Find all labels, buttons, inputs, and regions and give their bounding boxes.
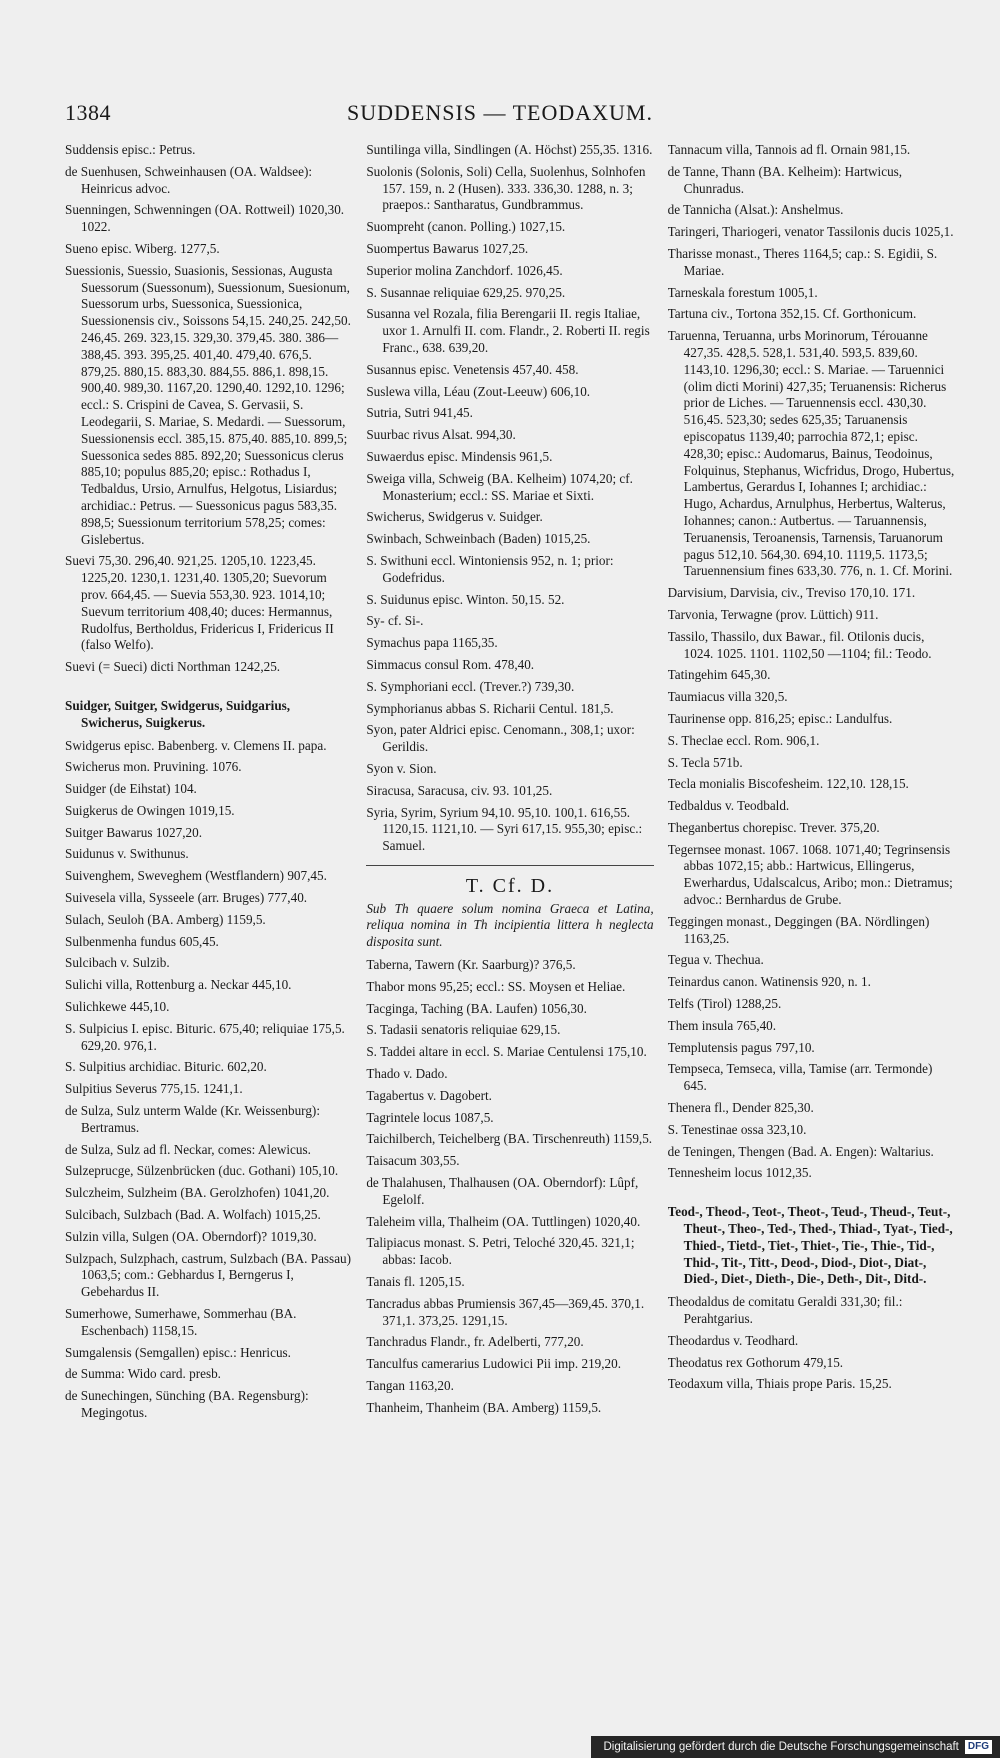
index-entry: de Sulza, Sulz ad fl. Neckar, comes: Alewicus.: [65, 1141, 311, 1157]
entries-col1-b: [65, 738, 352, 1422]
column-2: [366, 142, 653, 1702]
index-entry: Talipiacus monast. S. Petri, Teloché 320,45. 321,1; abbas: Iacob.: [366, 1235, 635, 1268]
index-entry: de Summa: Wido card. presb.: [65, 1366, 221, 1382]
index-entry: S. Symphoriani eccl. (Trever.?) 739,30.: [366, 678, 575, 694]
index-entry: Suidunus v. Swithunus.: [65, 846, 189, 862]
index-entry: Taichilberch, Teichelberg (BA. Tirschenreuth) 1159,5.: [366, 1131, 653, 1147]
index-entry: Taisacum 303,55.: [366, 1153, 460, 1169]
index-entry: Sulczheim, Sulzheim (BA. Gerolzhofen) 1041,20.: [65, 1185, 330, 1201]
index-entry: Suolonis (Solonis, Soli) Cella, Suolenhus, Solnhofen 157. 159, n. 2 (Husen). 333. 336,30. 1288, n. 3; praepos.: Santharatus, Gundbrammus.: [366, 163, 646, 213]
section-divider: [366, 865, 653, 866]
index-entry: Symphorianus abbas S. Richarii Centul. 181,5.: [366, 700, 614, 716]
entries-col1-a: [65, 142, 352, 676]
column-3: [668, 142, 955, 1702]
index-entry: Swicherus, Swidgerus v. Suidger.: [366, 509, 543, 525]
index-entry: S. Tenestinae ossa 323,10.: [667, 1121, 807, 1137]
index-entry: S. Suidunus episc. Winton. 50,15. 52.: [366, 591, 565, 607]
entries-col3-b: [668, 1294, 955, 1393]
dfg-logo: DFG: [965, 1740, 992, 1754]
index-entry: Swicherus mon. Pruvining. 1076.: [65, 759, 242, 775]
index-entry: Syon, pater Aldrici episc. Cenomann., 308,1; uxor: Gerildis.: [366, 722, 635, 755]
column-1: [65, 142, 352, 1702]
group-heading-suidger: Suidger, Suitger, Swidgerus, Suidgarius, Swicherus, Suigkerus.: [65, 697, 291, 730]
index-entry: Tacginga, Taching (BA. Laufen) 1056,30.: [366, 1000, 587, 1016]
index-entry: Tartuna civ., Tortona 352,15. Cf. Gorthonicum.: [667, 306, 917, 322]
index-entry: Superior molina Zanchdorf. 1026,45.: [366, 262, 563, 278]
index-entry: Tassilo, Thassilo, dux Bawar., fil. Otilonis ducis, 1024. 1025. 1101. 1102,50 —1104; fil.: Teodo.: [667, 628, 932, 661]
index-entry: Tempseca, Temseca, villa, Tamise (arr. Termonde) 645.: [667, 1061, 933, 1094]
index-entry: Simmacus consul Rom. 478,40.: [366, 656, 535, 672]
index-entry: Thanheim, Thanheim (BA. Amberg) 1159,5.: [366, 1399, 602, 1415]
index-entry: Taberna, Tawern (Kr. Saarburg)? 376,5.: [366, 957, 576, 973]
index-entry: Sumgalensis (Semgallen) episc.: Henricus.: [65, 1344, 291, 1360]
index-entry: Tennesheim locus 1012,35.: [667, 1165, 812, 1181]
index-entry: Sulzin villa, Sulgen (OA. Oberndorf)? 1019,30.: [65, 1228, 317, 1244]
index-entry: Suurbac rivus Alsat. 994,30.: [366, 427, 516, 443]
index-entry: Taleheim villa, Thalheim (OA. Tuttlingen) 1020,40.: [366, 1213, 641, 1229]
index-entry: Siracusa, Saracusa, civ. 93. 101,25.: [366, 782, 553, 798]
page-number: 1384: [65, 100, 111, 125]
index-entry: de Sunechingen, Sünching (BA. Regensburg): Megingotus.: [65, 1388, 309, 1420]
index-entry: Tangan 1163,20.: [366, 1378, 454, 1394]
index-entry: Sy- cf. Si-.: [366, 613, 424, 629]
footer-bar: [591, 1736, 1000, 1758]
index-entry: Tagrintele locus 1087,5.: [366, 1109, 494, 1125]
index-entry: Susanna vel Rozala, filia Berengarii II. regis Italiae, uxor 1. Arnulfi II. com. Flandr., 2. Roberti II. regis Franc., 638. 639,20.: [366, 306, 650, 355]
index-entry: Sumerhowe, Sumerhawe, Sommerhau (BA. Eschenbach) 1158,15.: [65, 1306, 297, 1338]
index-entry: Taurinense opp. 816,25; episc.: Landulfus.: [667, 710, 893, 726]
index-entry: S. Tecla 571b.: [667, 754, 743, 770]
entries-col3-a: [668, 142, 955, 1182]
index-entry: de Sulza, Sulz unterm Walde (Kr. Weissenburg): Bertramus.: [65, 1103, 320, 1135]
index-entry: Suidger (de Eihstat) 104.: [65, 781, 197, 797]
index-entry: S. Sulpicius I. episc. Bituric. 675,40; reliquiae 175,5. 629,20. 976,1.: [65, 1020, 345, 1053]
index-entry: Suigkerus de Owingen 1019,15.: [65, 802, 235, 818]
index-entry: S. Susannae reliquiae 629,25. 970,25.: [366, 284, 566, 300]
index-entry: Theodardus v. Teodhard.: [667, 1332, 799, 1348]
index-entry: Suslewa villa, Léau (Zout-Leeuw) 606,10.: [366, 383, 591, 399]
index-entry: Taringeri, Thariogeri, venator Tassilonis ducis 1025,1.: [667, 224, 954, 240]
index-entry: Darvisium, Darvisia, civ., Treviso 170,10. 171.: [667, 585, 916, 601]
index-entry: Teinardus canon. Watinensis 920, n. 1.: [667, 974, 871, 990]
index-entry: Suevi (= Sueci) dicti Northman 1242,25.: [65, 659, 281, 675]
group-heading-teod: Teod-, Theod-, Teot-, Theot-, Teud-, Theud-, Teut-, Theut-, Theo-, Ted-, Thed-, Thiad-, Tyat-, Tied-, Thied-, Tietd-, Tiet-, Thiet-, Tie-, Thie-, Tid-, Thid-, Tit-, Titt-, Deod-, Diod-, Diot-, Diat-, Died-, Diet-, Dieth-, Die-, Deth-, Dit-, Ditd-.: [667, 1204, 953, 1287]
index-entry: Tegernsee monast. 1067. 1068. 1071,40; Tegrinsensis abbas 1072,15; abb.: Hartwicus, Ellingerus, Ewerhardus, Udalscalcus, Aribo; mon.: Dietramus; advoc.: Bernhardus de Grube.: [667, 841, 953, 908]
index-entry: Sueno episc. Wiberg. 1277,5.: [65, 240, 220, 256]
index-entry: Suevi 75,30. 296,40. 921,25. 1205,10. 1223,45. 1225,20. 1230,1. 1231,40. 1305,20; Suevorum prov. 664,45. — Suevia 553,30. 923. 1014,10; Suevum territorium 408,40; duces: Hermannus, Rudolfus, Bertholdus, Fridericus I, Fridericus II (falso Welfo).: [65, 553, 334, 653]
index-entry: Theodatus rex Gothorum 479,15.: [667, 1354, 844, 1370]
index-entry: Syon v. Sion.: [366, 760, 437, 776]
footer-text: Digitalisierung gefördert durch die Deutsche Forschungsgemeinschaft: [603, 1741, 959, 1753]
index-entry: Swinbach, Schweinbach (Baden) 1015,25.: [366, 531, 591, 547]
entries-col2-a: [366, 142, 653, 855]
index-entry: Suddensis episc.: Petrus.: [65, 142, 196, 157]
index-entry: de Tannicha (Alsat.): Anshelmus.: [667, 202, 844, 218]
index-entry: Tegua v. Thechua.: [667, 952, 764, 968]
index-entry: Tarvonia, Terwagne (prov. Lüttich) 911.: [667, 606, 879, 622]
index-entry: de Thalahusen, Thalhausen (OA. Oberndorf): Lûpf, Egelolf.: [366, 1175, 639, 1207]
index-entry: Taruenna, Teruanna, urbs Morinorum, Térouanne 427,35. 428,5. 528,1. 531,40. 593,5. 839,60. 1143,10. 1296,30; eccl.: S. Mariae. — Taruennici (olim dicti Morini) 427,35; Teruanensis: Richerus prior de Liches. — Taruennensis eccl. 430,30. 516,45. 523,30; sedes 625,35; Taruanensis episcopatus 1139,40; parrochia 872,1; episc. 428,30; episc.: Audomarus, Bainus, Teodoinus, Folquinus, Stephanus, Wicfridus, Drogo, Hubertus, Lambertus, Gerardus I, Iohannes I; archidiac.: Hugo, Achardus, Arnulphus, Herbertus, Walterus, Iohannes; canon.: Autbertus. — Taruannensis, Teruanensis, Teroanensis, Tarnensis, Taruanorum pagus 512,10. 564,30. 694,10. 1119,5. 1173,5; Taruennensium fines 633,30. 776, n. 1. Cf. Morini.: [667, 328, 955, 579]
index-entry: S. Sulpitius archidiac. Bituric. 602,20.: [65, 1059, 267, 1075]
index-entry: S. Swithuni eccl. Wintoniensis 952, n. 1; prior: Godefridus.: [366, 552, 614, 585]
index-entry: Theganbertus chorepisc. Trever. 375,20.: [667, 819, 880, 835]
entries-col2-b: [366, 957, 653, 1417]
index-entry: Tedbaldus v. Teodbald.: [667, 798, 790, 814]
index-entry: Symachus papa 1165,35.: [366, 635, 498, 651]
index-columns: [65, 142, 955, 1702]
index-entry: de Teningen, Thengen (Bad. A. Engen): Waltarius.: [667, 1143, 934, 1159]
index-entry: Susannus episc. Venetensis 457,40. 458.: [366, 361, 579, 377]
index-entry: Theodaldus de comitatu Geraldi 331,30; fil.: Perahtgarius.: [667, 1294, 903, 1327]
index-entry: Thado v. Dado.: [366, 1066, 448, 1082]
index-entry: Tatingehim 645,30.: [667, 667, 771, 683]
index-entry: Suenningen, Schwenningen (OA. Rottweil) 1020,30. 1022.: [65, 202, 345, 235]
index-entry: Sulcibach, Sulzbach (Bad. A. Wolfach) 1015,25.: [65, 1207, 321, 1223]
index-entry: Sulichi villa, Rottenburg a. Neckar 445,10.: [65, 977, 292, 993]
index-entry: Teodaxum villa, Thiais prope Paris. 15,25.: [667, 1376, 892, 1392]
index-entry: de Suenhusen, Schweinhausen (OA. Waldsee): Heinricus advoc.: [65, 163, 313, 196]
index-entry: Tarneskala forestum 1005,1.: [667, 284, 818, 300]
index-entry: Syria, Syrim, Syrium 94,10. 95,10. 100,1. 616,55. 1120,15. 1121,10. — Syri 617,15. 955,30; episc.: Samuel.: [366, 804, 643, 854]
index-entry: Suwaerdus episc. Mindensis 961,5.: [366, 448, 553, 464]
index-entry: Sulzeprucge, Sülzenbrücken (duc. Gothani) 105,10.: [65, 1163, 339, 1179]
index-entry: S. Taddei altare in eccl. S. Mariae Centulensi 175,10.: [366, 1044, 647, 1060]
index-entry: Tanchradus Flandr., fr. Adelberti, 777,20.: [366, 1334, 584, 1350]
index-entry: Tanais fl. 1205,15.: [366, 1274, 465, 1290]
index-entry: Thenera fl., Dender 825,30.: [667, 1100, 814, 1116]
index-entry: Tecla monialis Biscofesheim. 122,10. 128,15.: [667, 776, 909, 792]
index-entry: Tannacum villa, Tannois ad fl. Ornain 981,15.: [667, 142, 911, 157]
index-entry: de Tanne, Thann (BA. Kelheim): Hartwicus, Chunradus.: [667, 163, 903, 196]
index-entry: Thabor mons 95,25; eccl.: SS. Moysen et Heliae.: [366, 978, 626, 994]
index-entry: Swidgerus episc. Babenberg. v. Clemens II. papa.: [65, 737, 327, 753]
index-entry: Tancradus abbas Prumiensis 367,45—369,45. 370,1. 371,1. 373,25. 1291,15.: [366, 1295, 645, 1328]
index-entry: Teggingen monast., Deggingen (BA. Nördlingen) 1163,25.: [667, 913, 930, 946]
index-entry: Suompreht (canon. Polling.) 1027,15.: [366, 219, 566, 235]
index-entry: Them insula 765,40.: [667, 1017, 777, 1033]
index-entry: Sweiga villa, Schweig (BA. Kelheim) 1074,20; cf. Monasterium; eccl.: SS. Mariae et Sixti.: [366, 470, 633, 503]
index-entry: Sulpitius Severus 775,15. 1241,1.: [65, 1081, 243, 1097]
index-entry: Suessionis, Suessio, Suasionis, Sessionas, Augusta Suessorum (Suessonum), Suessionum, Suesionum, Suessorum urbs, Suessonica, Suessionica, Suessionensis civ., Soissons 54,15. 240,25. 242,50. 246,45. 269. 323,15. 329,30. 379,45. 380. 386—388,45. 393. 395,25. 401,40. 479,40. 676,5. 879,25. 880,15. 883,30. 884,55. 886,1. 898,15. 900,40. 989,30. 1167,20. 1290,40. 1292,10. 1296; eccl.: S. Crispini de Cavea, S. Gervasii, S. Leodegarii, S. Mariae, S. Medardi. — Suessorum, Suessionensis eccl. 385,15. 875,40. 885,10. 899,5; Suessonica sedes 885. 892,20; Suessonicus clerus 885,10; populus 885,20; episc.: Rothadus I, Tedbaldus, Ursio, Arnulfus, Helgotus, Lisiardus; archidiac.: Petrus. — Suessonicus pagus 583,35. 898,5; Suessionum territorium 578,25; comes: Gislebertus.: [65, 262, 351, 547]
index-entry: S. Tadasii senatoris reliquiae 629,15.: [366, 1022, 561, 1038]
index-entry: Tanculfus camerarius Ludowici Pii imp. 219,20.: [366, 1356, 622, 1372]
index-entry: Sulichkewe 445,10.: [65, 999, 170, 1015]
index-entry: Suitger Bawarus 1027,20.: [65, 824, 202, 840]
index-entry: Sulach, Seuloh (BA. Amberg) 1159,5.: [65, 911, 266, 927]
section-heading-t: T. Cf. D.: [465, 874, 555, 897]
index-entry: Suivenghem, Sweveghem (Westflandern) 907,45.: [65, 868, 327, 884]
section-note: Sub Th quaere solum nomina Graeca et Latina, reliqua nomina in Th incipientia littera h neglecta disposita sunt.: [366, 900, 654, 950]
index-entry: Suivesela villa, Sysseele (arr. Bruges) 777,40.: [65, 890, 308, 906]
index-entry: Tagabertus v. Dagobert.: [366, 1087, 492, 1103]
index-entry: Tharisse monast., Theres 1164,5; cap.: S. Egidii, S. Mariae.: [667, 245, 938, 278]
index-entry: Suntilinga villa, Sindlingen (A. Höchst) 255,35. 1316.: [366, 142, 653, 157]
running-title: SUDDENSIS — TEODAXUM.: [346, 100, 653, 125]
index-entry: Sulbenmenha fundus 605,45.: [65, 933, 219, 949]
index-entry: Suompertus Bawarus 1027,25.: [366, 240, 529, 256]
index-entry: Sutria, Sutri 941,45.: [366, 405, 473, 421]
index-entry: S. Theclae eccl. Rom. 906,1.: [667, 732, 820, 748]
index-entry: Taumiacus villa 320,5.: [667, 689, 788, 705]
index-entry: Templutensis pagus 797,10.: [667, 1039, 815, 1055]
index-entry: Sulcibach v. Sulzib.: [65, 955, 170, 971]
index-entry: Telfs (Tirol) 1288,25.: [667, 996, 782, 1012]
index-entry: Sulzpach, Sulzphach, castrum, Sulzbach (BA. Passau) 1063,5; com.: Gebhardus I, Berngerus I, Gebehardus II.: [65, 1250, 352, 1300]
